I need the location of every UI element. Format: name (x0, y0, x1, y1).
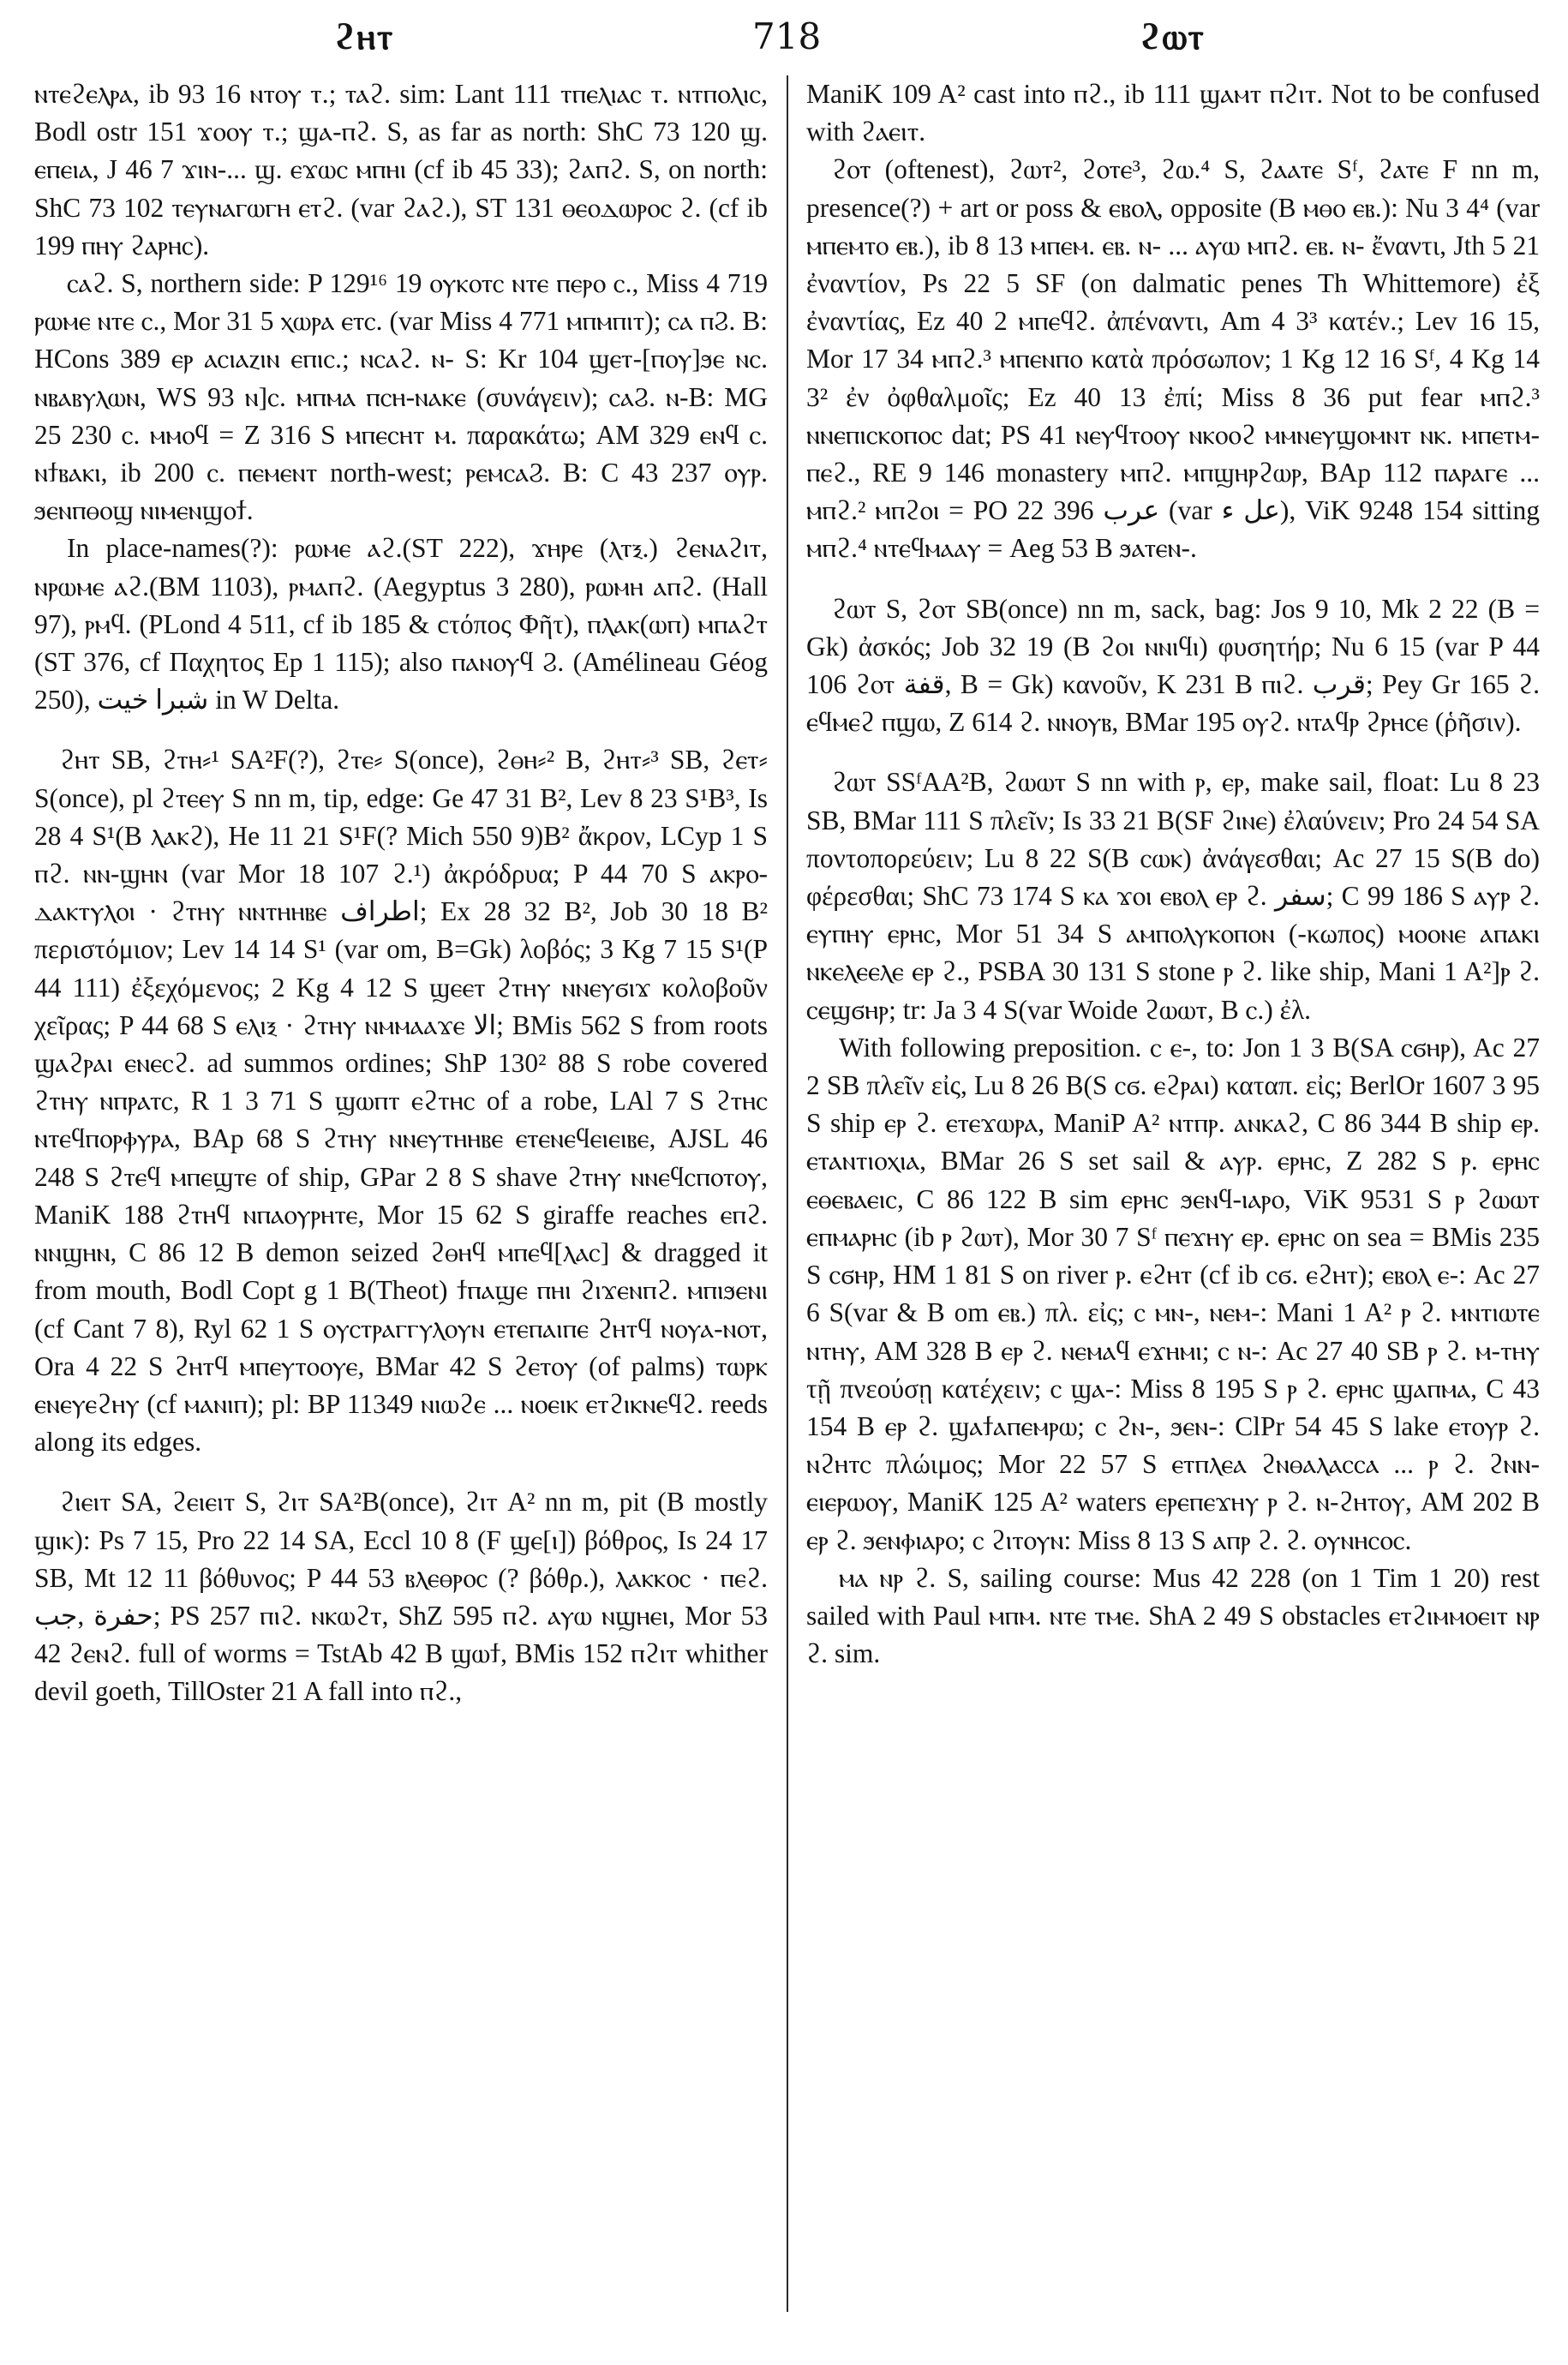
right-column (806, 75, 1540, 2346)
right-running-head: ϩⲱⲧ (1140, 15, 1206, 57)
entry-hot-sack: ϩⲱⲧ S, ϩⲟⲧ SB(once) nn m, sack, bag: Jos 9 10, Mk 2 22 (B = Gk) ἀσκός; Job 32 19 (B ϩⲟⲓ ⲛⲛⲓϥⲓ) φυσητήρ; Nu 6 15 (var P 44 106 ϩⲟⲧ قفة, B = Gk) κανοῦν, K 231 B ⲡⲓϩ. قرب; Pey Gr 165 ϩ. ⲉϥⲙⲉϩ ⲡϣⲱ, Z 614 ϩ. ⲛⲛⲟⲩⲃ, BMar 195 ⲟⲩϩ. ⲛⲧⲁϥⲣ ϩⲣⲏⲥⲉ (ῥῆσιν). (806, 593, 1540, 738)
page-number: 718 (752, 15, 822, 57)
entry-continuation-north: ⲛⲧⲉϩⲉⲗⲣⲁ, ib 93 16 ⲛⲧⲟⲩ ⲧ.; ⲧⲁϩ. sim: Lant 111 ⲧⲡⲉⲗⲓⲁⲥ ⲧ. ⲛⲧⲡⲟⲗⲓⲥ, Bodl ostr 151 ϫⲟⲟⲩ ⲧ.; ϣⲁ-ⲡϩ. S, as far as north: ShC 73 120 ϣ. ⲉⲡⲉⲓⲁ, J 46 7 ϫⲓⲛ-... ϣ. ⲉϫⲱⲥ ⲙⲡⲏⲓ (cf ib 45 33); ϩⲁⲡϩ. S, on north: ShC 73 102 ⲧⲉⲩⲛⲁⲅⲱⲅⲏ ⲉⲧϩ. (var ϩⲁϩ.), ST 131 ⲑⲉⲟⲇⲱⲣⲟⲥ ϩ. (cf ib 199 ⲡⲏⲩ ϩⲁⲣⲏⲥ). (34, 79, 768, 260)
entry-hit-tip-edge: ϩⲏⲧ SB, ϩⲧⲏ⸗¹ SA²F(?), ϩⲧⲉ⸗ S(once), ϩⲑⲏ⸗² B, ϩⲏⲧ⸗³ SB, ϩⲉⲧ⸗ S(once), pl ϩⲧⲉⲉⲩ S nn m, tip, edge: Ge 47 31 B², Lev 8 23 S¹B³, Is 28 4 S¹(B ⲗⲁⲕϩ), He 11 21 S¹F(? Mich 550 9)B² ἄκρον, LCyp 1 S ⲡϩ. ⲛⲛ-ϣⲏⲛ (var Mor 18 107 ϩ.¹) ἀκρόδρυα; P 44 70 S ⲁⲕⲣⲟ-ⲇⲁⲕⲧⲩⲗⲟⲓ · ϩⲧⲏⲩ ⲛⲛⲧⲏⲏⲃⲉ اطراف; Ex 28 32 B², Job 30 18 B² περιστόμιον; Lev 14 14 S¹ (var om, B=Gk) λοβός; 3 Kg 7 15 S¹(P 44 111) ἐξεχόμενος; 2 Kg 4 12 S ϣⲉⲉⲧ ϩⲧⲏⲩ ⲛⲛⲉⲩϭⲓϫ κολοβοῦν χεῖρας; P 44 68 S ⲉⲗⲓⲝ · ϩⲧⲏⲩ ⲛⲙⲙⲁⲁϫⲉ الا; BMis 562 S from roots ϣⲁϩⲣⲁⲓ ⲉⲛⲉⲥϩ. ad summos ordines; ShP 130² 88 S robe covered ϩⲧⲏⲩ ⲛⲡⲣⲁⲧⲥ, R 1 3 71 S ϣⲱⲡⲧ ⲉϩⲧⲏⲥ of a robe, LAl 7 S ϩⲧⲏⲥ ⲛⲧⲉϥⲡⲟⲣⲫⲩⲣⲁ, BAp 68 S ϩⲧⲏⲩ ⲛⲛⲉⲩⲧⲏⲏⲃⲉ ⲉⲧⲉⲛⲉϥⲉⲓⲉⲓⲃⲉ, AJSL 46 248 S ϩⲧⲉϥ ⲙⲡⲉϣⲧⲉ of ship, GPar 2 8 S shave ϩⲧⲏⲩ ⲛⲛⲉϥⲥⲡⲟⲧⲟⲩ, ManiK 188 ϩⲧⲏϥ ⲛⲡⲁⲟⲩⲣⲏⲧⲉ, Mor 15 62 S giraffe reaches ⲉⲡϩ. ⲛⲛϣⲏⲛ, C 86 12 B demon seized ϩⲑⲏϥ ⲙⲡⲉϥ[ⲗⲁⲥ] & dragged it from mouth, Bodl Copt g 1 B(Theot) ϯⲡⲁϣⲉ ⲡⲏⲓ ϩⲓϫⲉⲛⲡϩ. ⲙⲡⲓϧⲉⲛⲓ (cf Cant 7 8), Ryl 62 1 S ⲟⲩⲥⲧⲣⲁⲅⲅⲩⲗⲟⲩⲛ ⲉⲧⲉⲡⲁⲓⲡⲉ ϩⲏⲧϥ ⲛⲟⲩⲁ-ⲛⲟⲧ, Ora 4 22 S ϩⲏⲧϥ ⲙⲡⲉⲩⲧⲟⲟⲩⲉ, BMar 42 S ϩⲉⲧⲟⲩ (of palms) ⲧⲱⲣⲕ ⲉⲛⲉⲩⲉϩⲏⲩ (cf ⲙⲁⲛⲓⲡ); pl: BP 11349 ⲛⲓⲱϩⲉ ... ⲛⲟⲉⲓⲕ ⲉⲧϩⲓⲕⲛⲉϥϩ. reeds along its edges. (34, 745, 768, 1458)
entry-hieit-continuation: ManiK 109 A² cast into ⲡϩ., ib 111 ϣⲁⲙⲧ ⲡϩⲓⲧ. Not to be confused with ϩⲁⲉⲓⲧ. (806, 79, 1540, 147)
entry-hot-presence: ϩⲟⲧ (oftenest), ϩⲱⲧ², ϩⲟⲧⲉ³, ϩⲱ.⁴ S, ϩⲁⲁⲧⲉ Sᶠ, ϩⲁⲧⲉ F nn m, presence(?) + art or poss & ⲉⲃⲟⲗ, opposite (B ⲙⲑⲟ ⲉⲃ.): Nu 3 4⁴ (var ⲙⲡⲉⲙⲧⲟ ⲉⲃ.), ib 8 13 ⲙⲡⲉⲙ. ⲉⲃ. ⲛ- ... ⲁⲩⲱ ⲙⲡϩ. ⲉⲃ. ⲛ- ἔναντι, Jth 5 21 ἐναντίον, Ps 22 5 SF (on dalmatic penes Th Whittemore) ἐξ ἐναντίας, Ez 40 2 ⲙⲡⲉϥϩ. ἀπέναντι, Am 4 3³ κατέν.; Lev 16 15, Mor 17 34 ⲙⲡϩ.³ ⲙⲡⲉⲛⲡⲟ κατὰ πρόσωπον; 1 Kg 12 16 Sᶠ, 4 Kg 14 3² ἐν ὀφθαλμοῖς; Ez 40 13 ἐπί; Miss 8 36 put fear ⲙⲡϩ.³ ⲛⲛⲉⲡⲓⲥⲕⲟⲡⲟⲥ dat; PS 41 ⲛⲉⲩϥⲧⲟⲟⲩ ⲛⲕⲟⲟϩ ⲙⲙⲛⲉⲩϣⲟⲙⲛⲧ ⲛⲕ. ⲙⲡⲉⲧⲙ-ⲡⲉϩ., RE 9 146 monastery ⲙⲡϩ. ⲙⲡϣⲏⲣϩⲱⲣ, BAp 112 ⲡⲁⲣⲁⲅⲉ ... ⲙⲡϩ.² ⲙⲡϩⲟⲓ = PO 22 396 عرب (var عل ء), ViK 9248 154 sitting ⲙⲡϩ.⁴ ⲛⲧⲉϥⲙⲁⲁⲩ = Aeg 53 B ϧⲁⲧⲉⲛ-. (806, 154, 1540, 564)
subentry-place-names: In place-names(?): ⲣⲱⲙⲉ ⲁϩ.(ST 222), ϫⲏⲣⲉ (ⲗⲧⲝ.) ϩⲉⲛⲁϩⲓⲧ, ⲛⲣⲱⲙⲉ ⲁϩ.(BM 1103), ⲣⲙⲁⲡϩ. (Aegyptus 3 280), ⲣⲱⲙⲏ ⲁⲡϩ. (Hall 97), ⲣⲙϥ. (PLond 4 511, cf ib 185 & cτόπος Φῆτ), ⲡⲗⲁⲕ(ⲱⲡ) ⲙⲡⲁϩⲧ (ST 376, cf Παχητος Ep 1 115); also ⲡⲁⲛⲟⲩϥ Ϩ. (Amélineau Géog 250), شبرا خيت in W Delta. (34, 533, 768, 715)
column-divider (787, 75, 788, 2312)
left-column (34, 75, 768, 2346)
subentry-following-preposition: With following preposition. ⲥ ⲉ-, to: Jon 1 3 B(SA ⲥϭⲏⲣ), Ac 27 2 SB πλεῖν εἰς, Lu 8 26 B(S ⲥϭ. ⲉϩⲣⲁⲓ) καταπ. εἰς; BerlOr 1607 3 95 S ship ⲉⲣ ϩ. ⲉⲧⲉϫⲱⲣⲁ, ManiP A² ⲛⲧⲡⲣ. ⲁⲛⲕⲁϩ, C 86 344 B ship ⲉⲣ. ⲉⲧⲁⲛⲧⲓⲟⲭⲓⲁ, BMar 26 S set sail & ⲁⲩⲣ. ⲉⲣⲏⲥ, Z 282 S ⲣ. ⲉⲣⲏⲥ ⲉⲑⲉⲃⲁⲉⲓⲥ, C 86 122 B sim ⲉⲣⲏⲥ ϧⲉⲛϥ-ⲓⲁⲣⲟ, ViK 9531 S ⲣ ϩⲱⲱⲧ ⲉⲡⲙⲁⲣⲏⲥ (ib ⲣ ϩⲱⲧ), Mor 30 7 Sᶠ ⲡⲉϫⲏⲩ ⲉⲣ. ⲉⲣⲏⲥ on sea = BMis 235 S ⲥϭⲏⲣ, HM 1 81 S on river ⲣ. ⲉϩⲏⲧ (cf ib ⲥϭ. ⲉϩⲏⲧ); ⲉⲃⲟⲗ ⲉ-: Ac 27 6 S(var & B om ⲉⲃ.) πλ. εἰς; ⲥ ⲙⲛ-, ⲛⲉⲙ-: Mani 1 A² ⲣ ϩ. ⲙⲛⲧⲓⲱⲧⲉ ⲛⲧⲏⲩ, AM 328 B ⲉⲣ ϩ. ⲛⲉⲙⲁϥ ⲉϫⲏⲙⲓ; ⲥ ⲛ-: Ac 27 40 SB ⲣ ϩ. ⲙ-ⲧⲏⲩ τῇ πνεούσῃ κατέχειν; ⲥ ϣⲁ-: Miss 8 195 S ⲣ ϩ. ⲉⲣⲏⲥ ϣⲁⲡⲙⲁ, C 43 154 B ⲉⲣ ϩ. ϣⲁϯⲁⲡⲉⲙⲣⲱ; ⲥ ϩⲛ-, ϧⲉⲛ-: ClPr 54 45 S lake ⲉⲧⲟⲩⲣ ϩ. ⲛϩⲏⲧⲥ πλώιμος; Mor 22 57 S ⲉⲧⲡⲗⲉⲁ ϩⲛⲑⲁⲗⲁⲥⲥⲁ ... ⲣ ϩ. ϩⲛⲛ-ⲉⲓⲉⲣⲱⲟⲩ, ManiK 125 A² waters ⲉⲣⲉⲡⲉϫⲏⲩ ⲣ ϩ. ⲛ-ϩⲏⲧⲟⲩ, AM 202 B ⲉⲣ ϩ. ϧⲉⲛⲫⲓⲁⲣⲟ; ⲥ ϩⲓⲧⲟⲩⲛ: Miss 8 13 S ⲁⲡⲣ ϩ. ϩ. ⲟⲩⲛⲏⲥⲟⲥ. (806, 1032, 1540, 1555)
subentry-sah-northern-side: ⲥⲁϩ. S, northern side: P 129¹⁶ 19 ⲟⲩⲕⲟⲧⲥ ⲛⲧⲉ ⲡⲉⲣⲟ ⲥ., Miss 4 719 ⲣⲱⲙⲉ ⲛⲧⲉ ⲥ., Mor 31 5 ⲭⲱⲣⲁ ⲉⲧⲥ. (var Miss 4 771 ⲙⲡⲙⲡⲓⲧ); ⲥⲁ ⲡϨ. B: HCons 389 ⲉⲣ ⲁⲥⲓⲁⲍⲓⲛ ⲉⲡⲓⲥ.; ⲛⲥⲁϩ. ⲛ- S: Kr 104 ϣⲉⲧ-[ⲡⲟⲩ]ϧⲉ ⲛⲥ. ⲛⲃⲁⲃⲩⲗⲱⲛ, WS 93 ⲛ]ⲥ. ⲙⲡⲙⲁ ⲡⲥⲏ-ⲛⲁⲕⲉ (συνάγειν); ⲥⲁϨ. ⲛ-B: MG 25 230 ⲥ. ⲙⲙⲟϥ = Z 316 S ⲙⲡⲉⲥⲏⲧ ⲙ. παρακάτω; AM 329 ⲉⲛϥ ⲥ. ⲛϯⲃⲁⲕⲓ, ib 200 ⲥ. ⲡⲉⲙⲉⲛⲧ north-west; ⲣⲉⲙⲥⲁϨ. B: C 43 237 ⲟⲩⲣ. ϧⲉⲛⲡⲑⲟϣ ⲛⲓⲙⲉⲛϣⲟϯ. (34, 268, 768, 526)
left-running-head: ϩⲏⲧ (334, 15, 395, 57)
entry-hot-make-sail: ϩⲱⲧ SSᶠAA²B, ϩⲱⲱⲧ S nn with ⲣ, ⲉⲣ, make sail, float: Lu 8 23 SB, BMar 111 S πλεῖν; Is 33 21 B(SF ϩⲓⲛⲉ) ἐλαύνειν; Pro 24 54 SA ποντοπορεύειν; Lu 8 22 S(B ⲥⲱⲕ) ἀνάγεσθαι; Ac 27 15 S(B do) φέρεσθαι; ShC 73 174 S ⲕⲁ ϫⲟⲓ ⲉⲃⲟⲗ ⲉⲣ ϩ. سفر; C 99 186 S ⲁⲩⲣ ϩ. ⲉⲩⲡⲏⲩ ⲉⲣⲏⲥ, Mor 51 34 S ⲁⲙⲡⲟⲗⲩⲕⲟⲡⲟⲛ (-κωπος) ⲙⲟⲟⲛⲉ ⲁⲡⲁⲕⲓ ⲛⲕⲉⲗⲉⲉⲗⲉ ⲉⲣ ϩ., PSBA 30 131 S stone ⲣ ϩ. like ship, Mani 1 A²]ⲣ ϩ. ⲥⲉϣϭⲏⲣ; tr: Ja 3 4 S(var Woide ϩⲱⲱⲧ, B ⲥ.) ἐλ. (806, 767, 1540, 1025)
page-header (0, 15, 1568, 67)
entry-hieit-pit: ϩⲓⲉⲓⲧ SA, ϩⲉⲓⲉⲓⲧ S, ϩⲓⲧ SA²B(once), ϩⲓⲧ A² nn m, pit (B mostly ϣⲓⲕ): Ps 7 15, Pro 22 14 SA, Eccl 10 8 (F ϣⲉ[ⲓ]) βόθρος, Is 24 17 SB, Mt 12 11 βόθυνος; P 44 53 ⲃⲗⲉⲑⲣⲟⲥ (? βόθρ.), ⲗⲁⲕⲕⲟⲥ · ⲡⲉϩ. حفرة ,جب; PS 257 ⲡⲓϩ. ⲛⲕⲱϩⲧ, ShZ 595 ⲡϩ. ⲁⲩⲱ ⲛϣⲏⲉⲓ, Mor 53 42 ϩⲉⲛϩ. full of worms = TstAb 42 B ϣⲱϯ, BMis 152 ⲡϩⲓⲧ whither devil goeth, TillOster 21 A fall into ⲡϩ., (34, 1487, 768, 1707)
subentry-sailing-course: ⲙⲁ ⲛⲣ ϩ. S, sailing course: Mus 42 228 (on 1 Tim 1 20) rest sailed with Paul ⲙⲡⲙ. ⲛⲧⲉ ⲧⲙⲉ. ShA 2 49 S obstacles ⲉⲧϩⲓⲙⲙⲟⲉⲓⲧ ⲛⲣ ϩ. sim. (806, 1562, 1540, 1669)
